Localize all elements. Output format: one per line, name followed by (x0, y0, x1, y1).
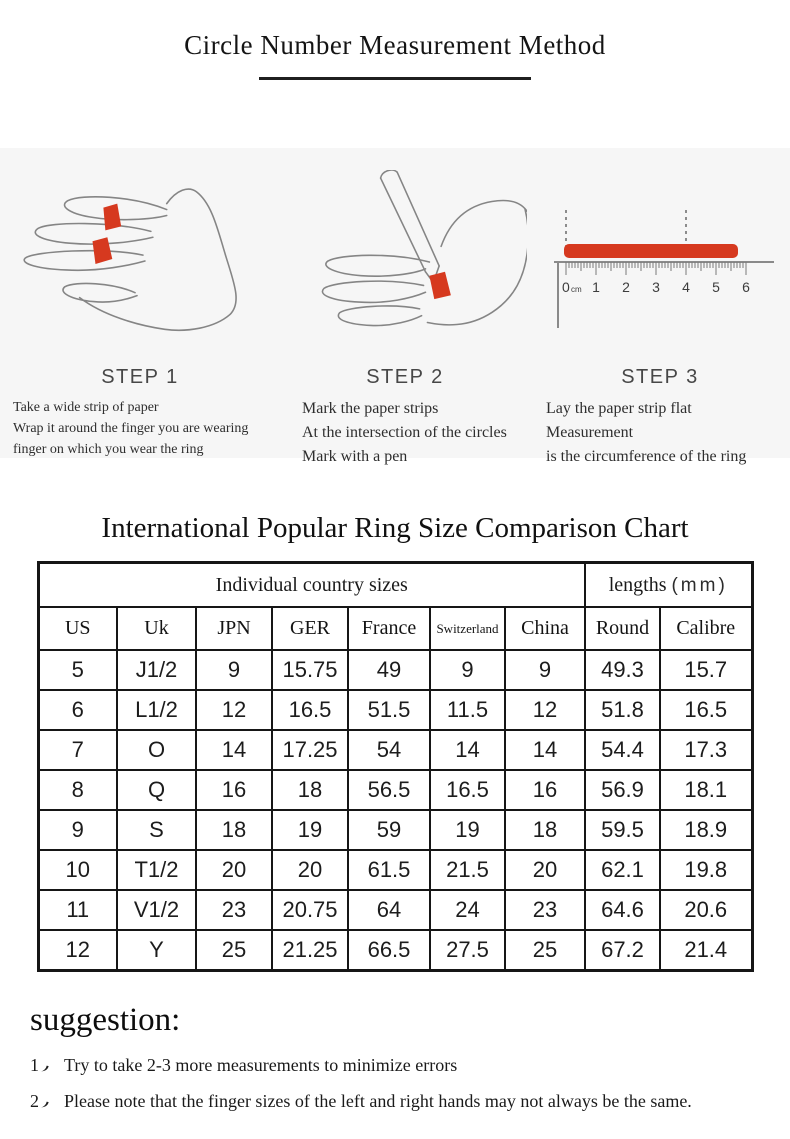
table-col-header: France (348, 607, 430, 650)
suggestion-section (30, 1002, 790, 1112)
step-3-line: Lay the paper strip flat (546, 400, 692, 417)
table-cell: 18.1 (660, 770, 752, 810)
suggestion-item-text: Try to take 2-3 more measurements to minimize errors (64, 1055, 458, 1075)
table-col-header-row (38, 607, 752, 650)
table-cell: 17.3 (660, 730, 752, 770)
table-cell: J1/2 (117, 650, 196, 690)
table-cell: 25 (196, 930, 272, 971)
suggestion-item-text: Please note that the finger sizes of the left and right hands may not always be the same. (64, 1091, 692, 1111)
table-cell: 18.9 (660, 810, 752, 850)
table-cell: 11 (38, 890, 117, 930)
table-cell: 49 (348, 650, 430, 690)
ruler-unit-label: cm (571, 285, 582, 294)
table-cell: L1/2 (117, 690, 196, 730)
table-cell: 59 (348, 810, 430, 850)
table-cell: 11.5 (430, 690, 505, 730)
table-cell: 17.25 (272, 730, 348, 770)
ruler-number: 6 (742, 279, 750, 295)
table-cell: 12 (38, 930, 117, 971)
table-col-header: US (38, 607, 117, 650)
table-row (38, 810, 752, 850)
title-underline (259, 77, 531, 80)
step-2-label: STEP 2 (366, 366, 444, 388)
table-cell: 66.5 (348, 930, 430, 971)
table-cell: 14 (430, 730, 505, 770)
title-section (0, 0, 790, 148)
table-row (38, 690, 752, 730)
hand-paper-strip-icon (16, 170, 264, 358)
table-cell: 15.7 (660, 650, 752, 690)
step-1-line: Take a wide strip of paper (13, 400, 159, 415)
table-cell: V1/2 (117, 890, 196, 930)
suggestion-item (30, 1055, 790, 1076)
table-row (38, 890, 752, 930)
table-cell: 54.4 (585, 730, 660, 770)
table-cell: 49.3 (585, 650, 660, 690)
table-cell: 12 (505, 690, 585, 730)
table-cell: 64 (348, 890, 430, 930)
table-cell: 9 (196, 650, 272, 690)
table-cell: 16 (505, 770, 585, 810)
table-cell: 21.5 (430, 850, 505, 890)
step-3-line: is the circumference of the ring (546, 448, 747, 465)
step-1-label: STEP 1 (101, 366, 179, 388)
table-cell: 9 (505, 650, 585, 690)
table-cell: 64.6 (585, 890, 660, 930)
table-cell: 61.5 (348, 850, 430, 890)
suggestion-item-marker: 1 (30, 1055, 64, 1076)
lengths-label: lengths (608, 573, 667, 596)
table-cell: 16.5 (430, 770, 505, 810)
hand-pen-marking-icon (283, 170, 527, 356)
table-cell: O (117, 730, 196, 770)
table-cell: 7 (38, 730, 117, 770)
table-cell: 15.75 (272, 650, 348, 690)
table-cell: 56.5 (348, 770, 430, 810)
table-cell: Y (117, 930, 196, 971)
table-cell: 21.4 (660, 930, 752, 971)
table-row (38, 770, 752, 810)
table-cell: 9 (430, 650, 505, 690)
table-cell: 18 (272, 770, 348, 810)
step-2 (280, 170, 530, 469)
step-1 (0, 170, 280, 469)
table-cell: S (117, 810, 196, 850)
ring-size-table (37, 561, 754, 972)
table-row (38, 730, 752, 770)
table-cell: 25 (505, 930, 585, 971)
table-cell: 10 (38, 850, 117, 890)
ruler-number: 3 (652, 279, 660, 295)
lengths-header-cell (585, 563, 752, 608)
step-1-illustration (0, 170, 280, 362)
step-3 (530, 170, 790, 469)
suggestion-item (30, 1091, 790, 1112)
table-col-header: JPN (196, 607, 272, 650)
table-cell: 8 (38, 770, 117, 810)
table-cell: 9 (38, 810, 117, 850)
ruler-number: 0 (562, 279, 570, 295)
table-col-header: China (505, 607, 585, 650)
table-cell: 18 (196, 810, 272, 850)
ruler-number: 1 (592, 279, 600, 295)
table-cell: 51.5 (348, 690, 430, 730)
table-cell: 20 (272, 850, 348, 890)
table-cell: T1/2 (117, 850, 196, 890)
table-cell: 56.9 (585, 770, 660, 810)
ruler-number: 5 (712, 279, 720, 295)
table-col-header: Calibre (660, 607, 752, 650)
table-cell: 54 (348, 730, 430, 770)
table-cell: 14 (505, 730, 585, 770)
step-2-illustration (280, 170, 530, 362)
table-cell: 24 (430, 890, 505, 930)
table-cell: 21.25 (272, 930, 348, 971)
suggestion-item-marker: 2 (30, 1091, 64, 1112)
table-cell: 51.8 (585, 690, 660, 730)
table-cell: 14 (196, 730, 272, 770)
page-title: Circle Number Measurement Method (184, 30, 606, 60)
table-group-header-row (38, 563, 752, 608)
table-cell: Q (117, 770, 196, 810)
table-col-header: Round (585, 607, 660, 650)
ruler-number: 2 (622, 279, 630, 295)
chart-heading: International Popular Ring Size Comparison Chart (101, 512, 689, 544)
table-row (38, 650, 752, 690)
step-3-line: Measurement (546, 424, 634, 441)
table-cell: 20 (505, 850, 585, 890)
table-cell: 5 (38, 650, 117, 690)
table-body (38, 650, 752, 971)
group-header-cell: Individual country sizes (38, 563, 585, 608)
table-cell: 23 (196, 890, 272, 930)
table-cell: 16.5 (660, 690, 752, 730)
suggestion-heading: suggestion: (30, 1002, 181, 1038)
table-cell: 20.6 (660, 890, 752, 930)
table-col-header: Uk (117, 607, 196, 650)
lengths-unit-label: (mm) (671, 574, 728, 596)
step-1-line: finger on which you wear the ring (13, 442, 204, 457)
table-cell: 23 (505, 890, 585, 930)
step-2-line: Mark with a pen (302, 448, 408, 465)
table-cell: 27.5 (430, 930, 505, 971)
table-cell: 20 (196, 850, 272, 890)
step-3-illustration (530, 170, 790, 362)
table-cell: 16 (196, 770, 272, 810)
table-cell: 20.75 (272, 890, 348, 930)
table-cell: 18 (505, 810, 585, 850)
table-cell: 59.5 (585, 810, 660, 850)
step-1-line: Wrap it around the finger you are wearing (13, 421, 249, 436)
ruler-measure-icon (540, 200, 780, 332)
table-cell: 19 (430, 810, 505, 850)
table-cell: 6 (38, 690, 117, 730)
table-cell: 19 (272, 810, 348, 850)
table-row (38, 850, 752, 890)
table-cell: 62.1 (585, 850, 660, 890)
table-col-header: GER (272, 607, 348, 650)
measurement-steps-band (0, 148, 790, 465)
table-cell: 12 (196, 690, 272, 730)
table-cell: 67.2 (585, 930, 660, 971)
table-cell: 16.5 (272, 690, 348, 730)
step-3-label: STEP 3 (621, 366, 699, 388)
table-col-header: Switzerland (430, 607, 505, 650)
ruler-number: 4 (682, 279, 690, 295)
table-cell: 19.8 (660, 850, 752, 890)
table-row (38, 930, 752, 971)
step-2-line: At the intersection of the circles (302, 424, 507, 441)
step-2-line: Mark the paper strips (302, 400, 439, 417)
